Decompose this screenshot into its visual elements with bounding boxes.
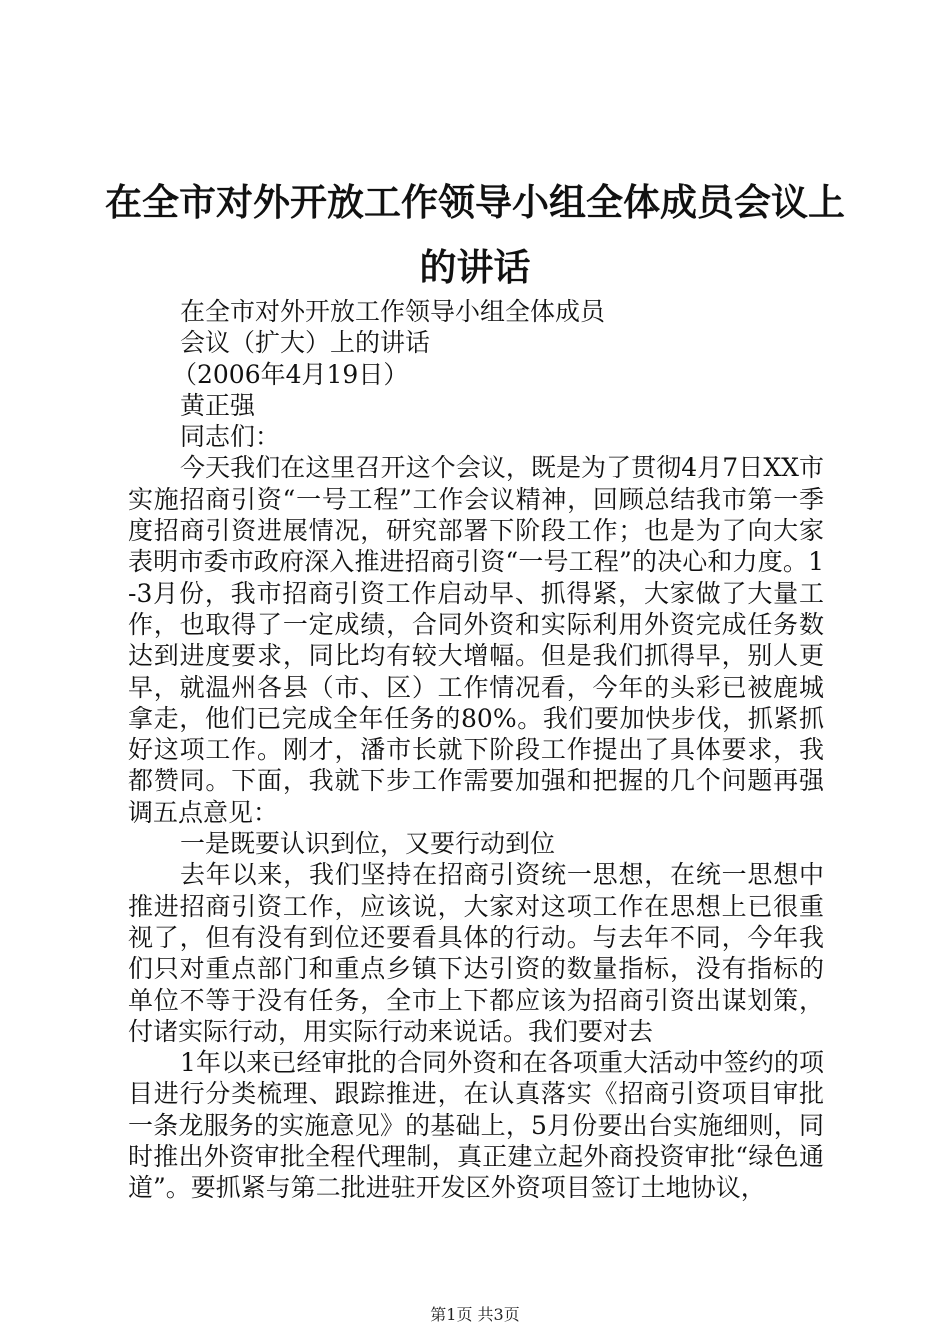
body-paragraph-2: 去年以来，我们坚持在招商引资统一思想，在统一思想中推进招商引资工作，应该说，大家对这项工作在思想上已很重视了，但有没有到位还要看具体的行动。与去年不同，今年我们只对重点部门和重点乡镇下达引资的数量指标，没有指标的单位不等于没有任务，全市上下都应该为招商引资出谋划策，付诸实际行动，用实际行动来说话。我们要对去: [128, 860, 824, 1046]
document-title-line-1: 在全市对外开放工作领导小组全体成员会议上: [105, 181, 845, 224]
document-title-line-2: 的讲话: [419, 246, 531, 289]
section-heading-1: 一是既要认识到位，又要行动到位: [180, 829, 556, 859]
subtitle-line-2: 会议（扩大）上的讲话: [180, 328, 431, 358]
salutation: 同志们：: [180, 422, 281, 452]
speech-date: （2006年4月19日）: [172, 359, 409, 389]
body-paragraph-3: 1年以来已经审批的合同外资和在各项重大活动中签约的项目进行分类梳理、跟踪推进，在认真落实《招商引资项目审批一条龙服务的实施意见》的基础上，5月份要出台实施细则，同时推出外资审批全程代理制，真正建立起外商投资审批“绿色通道”。要抓紧与第二批进驻开发区外资项目签订土地协议，: [128, 1048, 824, 1203]
page-footer: 第1页 共3页: [430, 1305, 520, 1324]
speaker-name: 黄正强: [180, 390, 256, 420]
body-paragraph-1: 今天我们在这里召开这个会议，既是为了贯彻4月7日XX市实施招商引资“一号工程”工作会议精神，回顾总结我市第一季度招商引资进展情况，研究部署下阶段工作；也是为了向大家表明市委市政府深入推进招商引资“一号工程”的决心和力度。1-3月份，我市招商引资工作启动早、抓得紧，大家做了大量工作，也取得了一定成绩，合同外资和实际利用外资完成任务数达到进度要求，同比均有较大增幅。但是我们抓得早，别人更早，就温州各县（市、区）工作情况看，今年的头彩已被鹿城拿走，他们已完成全年任务的80%。我们要加快步伐，抓紧抓好这项工作。刚才，潘市长就下阶段工作提出了具体要求，我都赞同。下面，我就下步工作需要加强和把握的几个问题再强调五点意见：: [128, 453, 824, 827]
document-body: [128, 296, 824, 1204]
subtitle-line-1: 在全市对外开放工作领导小组全体成员: [180, 297, 606, 326]
